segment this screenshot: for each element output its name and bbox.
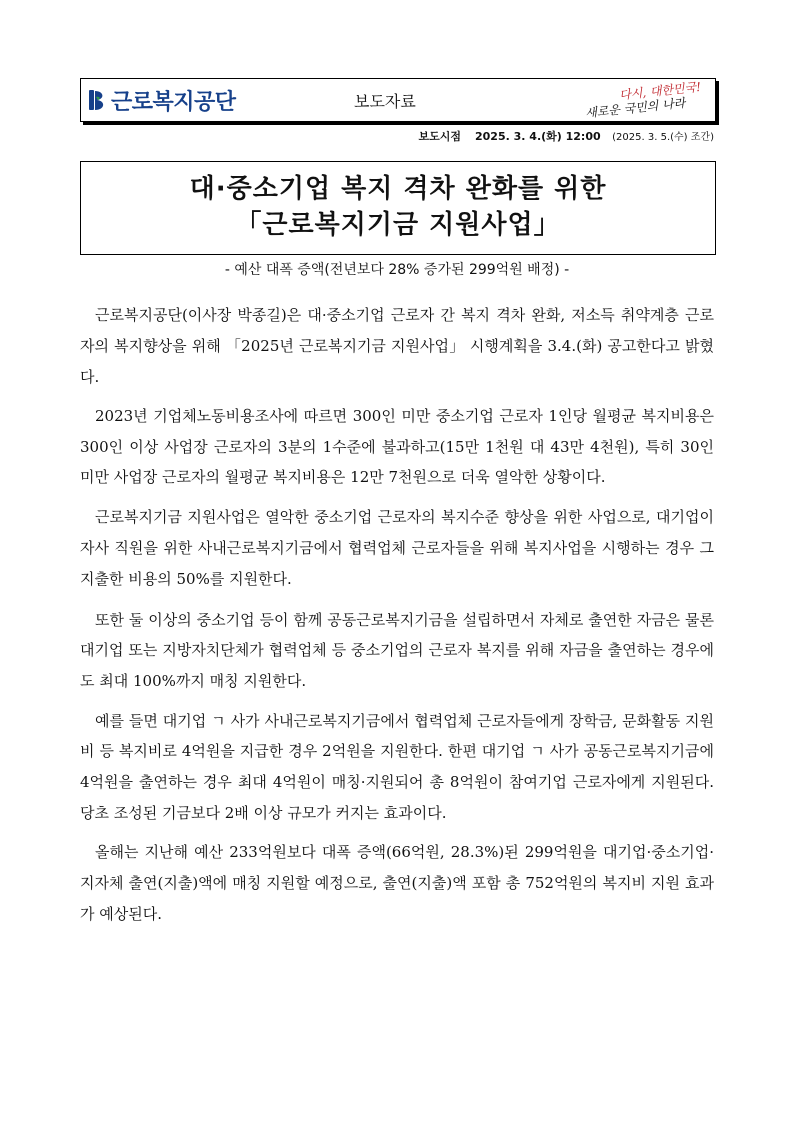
- title-line1: 대·중소기업 복지 격차 완화를 위한: [189, 174, 607, 204]
- release-time: [80, 128, 714, 144]
- slogan: [545, 79, 705, 121]
- comwel-logo-icon: [87, 88, 109, 112]
- paragraph-6: 올해는 지난해 예산 233억원보다 대폭 증액(66억원, 28.3%)된 299억원을 대기업·중소기업·지자체 출연(지출)액에 매칭 지원할 예정으로, 출연(지출)액 포함 총 752억원의 복지비 지원 효과가 예상된다.: [80, 843, 714, 923]
- header-box: [80, 78, 716, 122]
- org-logo: [87, 85, 236, 115]
- paragraph-3: 근로복지기금 지원사업은 열악한 중소기업 근로자의 복지수준 향상을 위한 사업으로, 대기업이 자사 직원을 위한 사내근로복지기금에서 협력업체 근로자들을 위해 복지사업을 시행하는 경우 그 지출한 비용의 50%를 지원한다.: [80, 508, 714, 588]
- embargo-note: (2025. 3. 5.(수) 조간): [612, 132, 714, 143]
- document-type: 보도자료: [354, 92, 416, 111]
- org-name: 근로복지공단: [111, 89, 236, 115]
- paragraph-1: 근로복지공단(이사장 박종길)은 대·중소기업 근로자 간 복지 격차 완화, 저소득 취약계층 근로자의 복지향상을 위해 「2025년 근로복지기금 지원사업」 시행계획을 3.4.(화) 공고한다고 밝혔다.: [80, 306, 714, 386]
- release-label: 보도시점: [418, 130, 461, 143]
- paragraph-4: 또한 둘 이상의 중소기업 등이 함께 공동근로복지기금을 설립하면서 자체로 출연한 자금은 물론 대기업 또는 지방자치단체가 협력업체 등 중소기업의 근로자 복지를 위해 자금을 출연하는 경우에도 최대 100%까지 매칭 지원한다.: [80, 610, 714, 691]
- paragraph-5: 예를 들면 대기업 ㄱ 사가 사내근로복지기금에서 협력업체 근로자들에게 장학금, 문화활동 지원비 등 복지비로 4억원을 지급한 경우 2억원을 지원한다. 한편 대기업 ㄱ 사가 공동근로복지기금에 4억원을 출연하는 경우 최대 4억원이 매칭·지원되어 총 8억원이 참여기업 근로자에게 지원된다. 당초 조성된 기금보다 2배 이상 규모가 커지는 효과이다.: [80, 711, 714, 822]
- title-line2: 「근로복지기금 지원사업」: [235, 210, 561, 240]
- article-body: [80, 300, 714, 938]
- slogan-line1: 다시, 대한민국!: [618, 79, 702, 103]
- paragraph-2: 2023년 기업체노동비용조사에 따르면 300인 미만 중소기업 근로자 1인당 월평균 복지비용은 300인 이상 사업장 근로자의 3분의 1수준에 불과하고(15만 1천원 대 43만 4천원), 특히 30인 미만 사업장 근로자의 월평균 복지비용은 12만 7천원으로 더욱 열악한 상황이다.: [80, 406, 714, 487]
- title-box: [80, 161, 716, 255]
- release-datetime: 2025. 3. 4.(화) 12:00: [475, 130, 601, 143]
- slogan-line2: 새로운 국민의 나라: [584, 95, 686, 121]
- subtitle: - 예산 대폭 증액(전년보다 28% 증가된 299억원 배정) -: [224, 262, 570, 278]
